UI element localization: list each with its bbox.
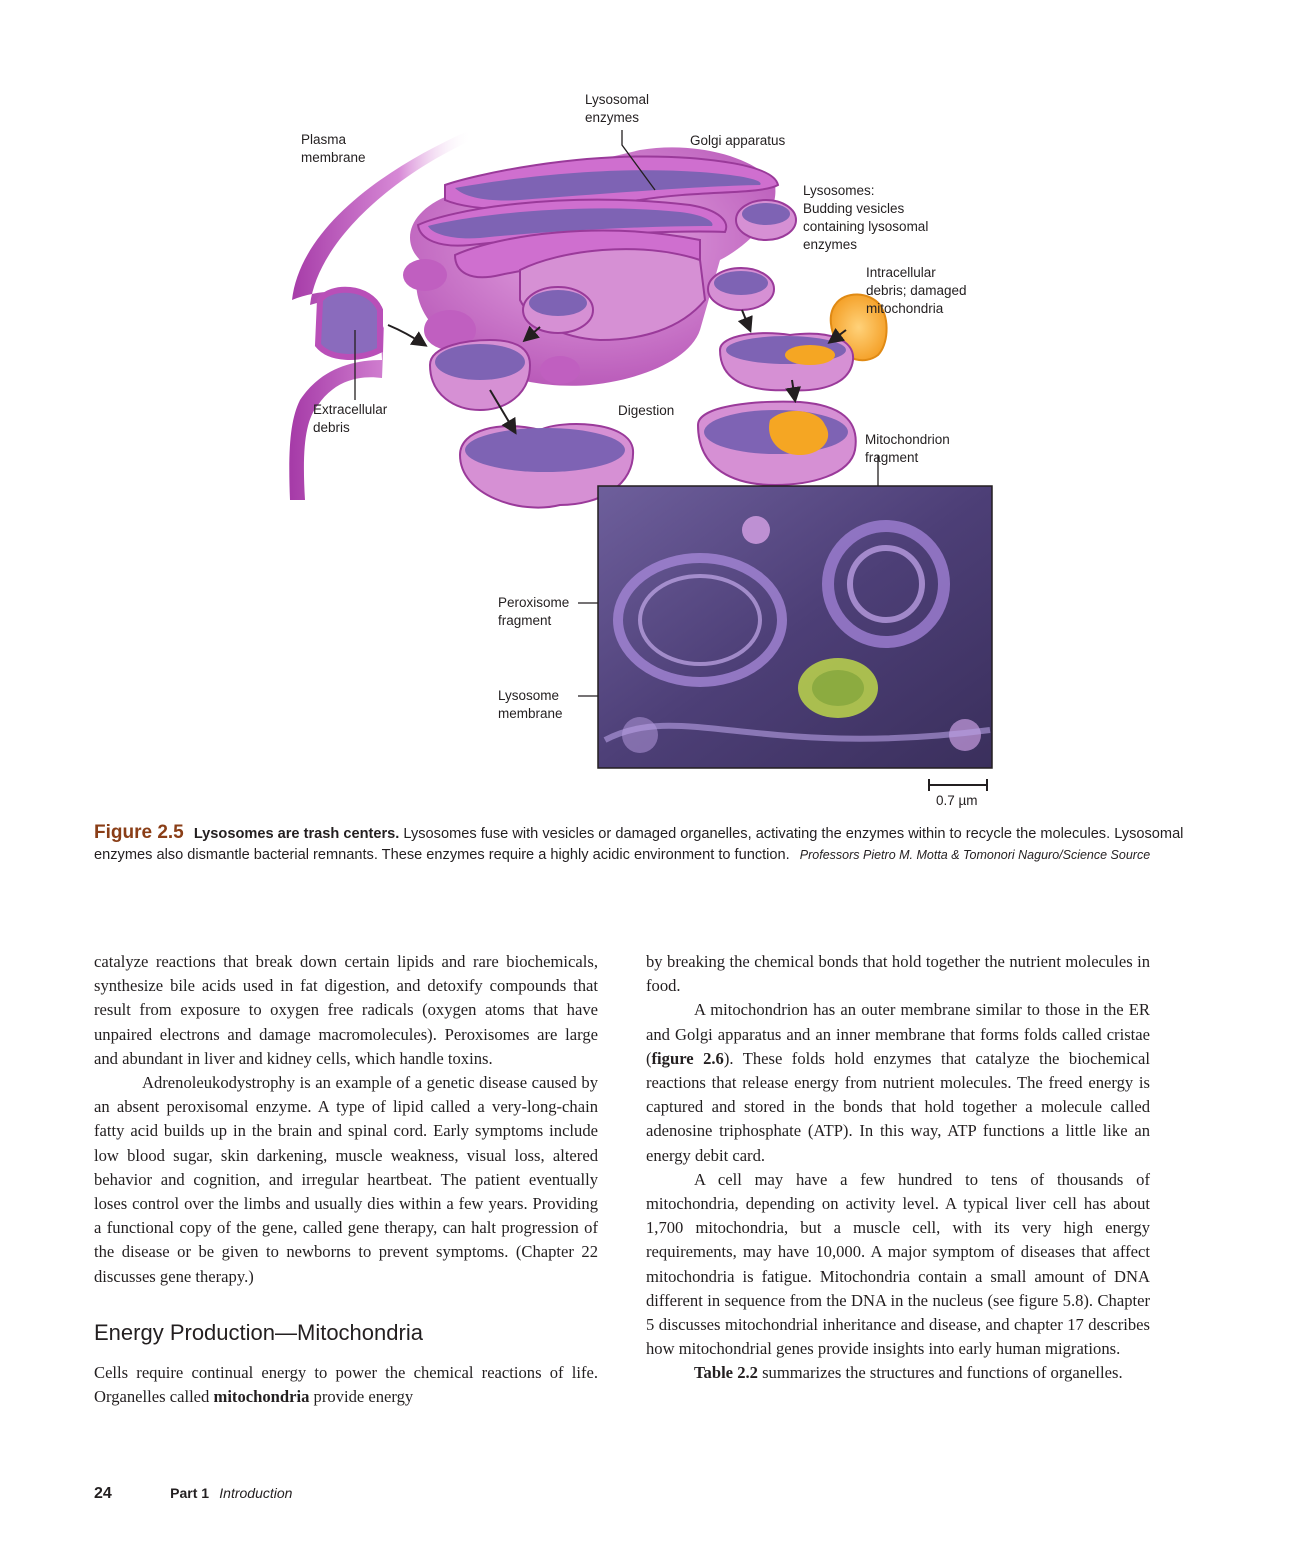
digestion-vesicle-right: [698, 402, 856, 485]
text-run: Cells require continual energy to power the chemical reactions of life. Organelles called: [94, 1362, 598, 1407]
part-label: Part 1: [170, 1485, 210, 1501]
label-intracellular-debris: Intracellular debris; damaged mitochondria: [866, 265, 967, 316]
label-digestion: Digestion: [618, 403, 675, 418]
figure-caption: [94, 822, 1204, 866]
right-column: [646, 950, 1150, 1386]
figure-reference: figure 2.6: [651, 1048, 724, 1068]
figure-caption-text: Lysosomes fuse with vesicles or damaged organelles, activating the enzymes within to recycle the molecules. Lysosomal enzymes also dismantle bacterial remnants. These enzymes require a highly acidic environment to function.: [94, 826, 1184, 863]
label-mitochondrion-fragment: Mitochondrion fragment: [865, 432, 950, 465]
sem-micrograph: [598, 486, 992, 768]
scale-bar-line: [929, 779, 987, 791]
figure-credit: Professors Pietro M. Motta & Tomonori Naguro/Science Source: [799, 848, 1151, 862]
section-heading: Energy Production—Mitochondria: [94, 1319, 423, 1345]
figure-number: Figure 2.5: [94, 822, 184, 843]
paragraph: [646, 998, 1150, 1167]
text-run: summarizes the structures and functions of organelles.: [757, 1363, 1123, 1383]
text-run: provide energy: [309, 1387, 414, 1407]
key-term: mitochondria: [213, 1387, 310, 1407]
text-run: ). These folds hold enzymes that catalyze the biochemical reactions that release energy from nutrient molecules. The freed energy is captured and stored in the bonds that hold together a molecule called adenosine triphosphate (ATP). In this way, ATP functions a little like an energy debit card.: [646, 1048, 1150, 1165]
fusing-lysosome-shape: [720, 333, 853, 390]
label-lysosomal-enzymes: Lysosomal enzymes: [585, 92, 650, 125]
part-name: Introduction: [219, 1485, 293, 1501]
paragraph: A cell may have a few hundred to tens of thousands of mitochondria, depending on activity level. A typical liver cell has about 1,700 mitochondria, but a muscle cell, with its very high energy requirements, may have 10,000. A major symptom of diseases that affect mitochondria is fatigue. Mitochondria contain a small amount of DNA different in sequence from the DNA in the nucleus (see figure 5.8). Chapter 5 discusses mitochondrial inheritance and disease, and chapter 17 describes how mitochondrial genes provide insights into early human migrations.: [646, 1169, 1150, 1359]
endocytic-vesicle-shape: [430, 340, 530, 410]
label-extracellular-debris: Extracellular debris: [313, 402, 388, 435]
figure-title: Lysosomes are trash centers.: [193, 826, 400, 842]
paragraph: catalyze reactions that break down certain lipids and rare biochemicals, synthesize bile acids used in fat digestion, and detoxify compounds that result from exposure to oxygen free radicals (oxygen atoms that have unpaired electrons and damage macromolecules). Peroxisomes are large and abundant in liver and kidney cells, which handle toxins.: [94, 952, 598, 1068]
label-lysosomes: Lysosomes: Budding vesicles containing lysosomal enzymes: [803, 183, 929, 252]
scale-bar-label: 0.7 µm: [936, 793, 978, 808]
label-golgi-apparatus: Golgi apparatus: [690, 133, 786, 148]
paragraph: Adrenoleukodystrophy is an example of a genetic disease caused by an absent peroxisomal enzyme. A type of lipid called a very-long-chain fatty acid builds up in the brain and spinal cord. Early symptoms include low blood sugar, skin darkening, muscle weakness, visual loss, altered behavior and cognition, and irregular heartbeat. The patient eventually loses control over the limbs and usually dies within a few years. Providing a functional copy of the gene, called gene therapy, can halt progression of the disease or be given to newborns to prevent symptoms. (Chapter 22 discusses gene therapy.): [94, 1073, 598, 1286]
text-run: A mitochondrion has an outer membrane similar to those in the ER and Golgi apparatus and an inner membrane that forms folds called cristae (: [646, 1000, 1150, 1068]
table-reference: Table 2.2: [694, 1363, 758, 1383]
page-footer: [94, 1485, 292, 1503]
label-plasma-membrane: Plasma membrane: [301, 132, 366, 165]
page-number: 24: [94, 1485, 112, 1502]
paragraph: [646, 1361, 1150, 1385]
paragraph: by breaking the chemical bonds that hold together the nutrient molecules in food.: [646, 952, 1150, 996]
left-column: [94, 950, 598, 1409]
paragraph: [94, 1361, 598, 1409]
label-lysosome-membrane: Lysosome membrane: [498, 688, 563, 721]
label-peroxisome-fragment: Peroxisome fragment: [498, 595, 570, 628]
